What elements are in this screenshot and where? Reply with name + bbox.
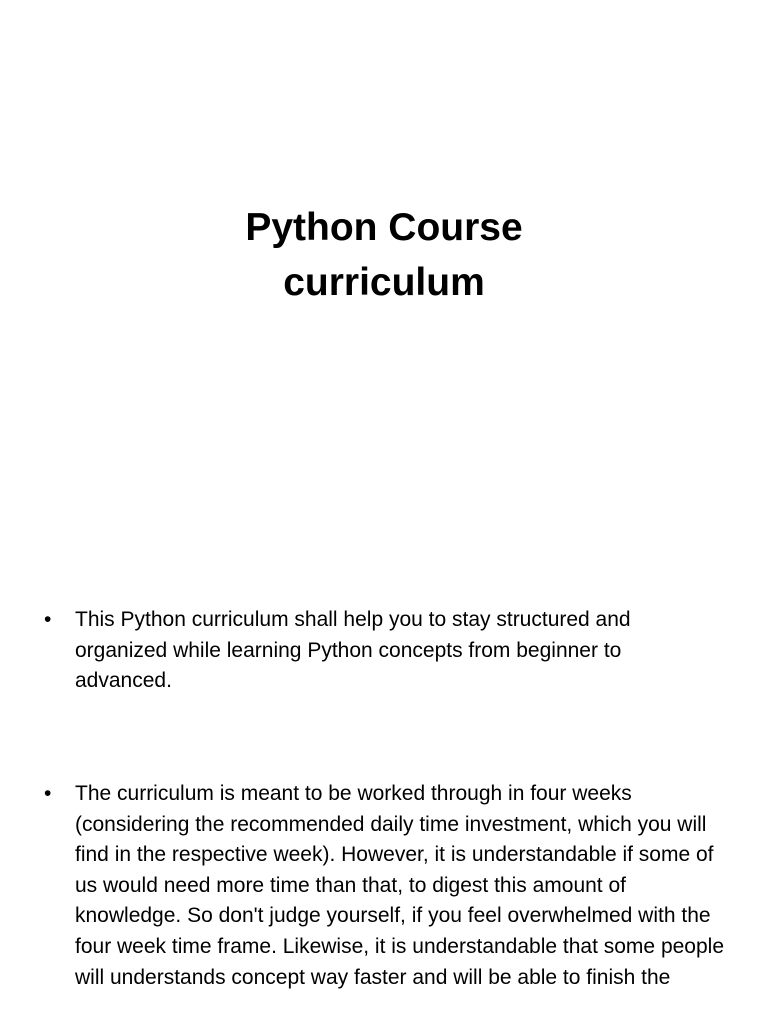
slide-title-line-1: Python Course <box>245 206 523 249</box>
bullet-text: The curriculum is meant to be worked through in four weeks (considering the recommended daily time investment, which you will find in the respective week). However, it is understandable if some of us would need more time than that, to digest this amount of knowledge. So don't judge yourself, if you feel overwhelmed with the four week time frame. Likewise, it is understandable that some people will understands concept way faster and will be able to finish the <box>75 782 725 989</box>
bullet-point-icon: • <box>44 782 52 805</box>
bullet-item <box>44 605 724 697</box>
bullet-item <box>44 779 724 993</box>
bullet-text: This Python curriculum shall help you to stay structured and organized while learning Python concepts from beginner to advanced. <box>75 608 631 693</box>
slide-title-line-2: curriculum <box>283 261 485 304</box>
bullet-point-icon: • <box>44 608 52 631</box>
slide-title <box>0 200 768 310</box>
